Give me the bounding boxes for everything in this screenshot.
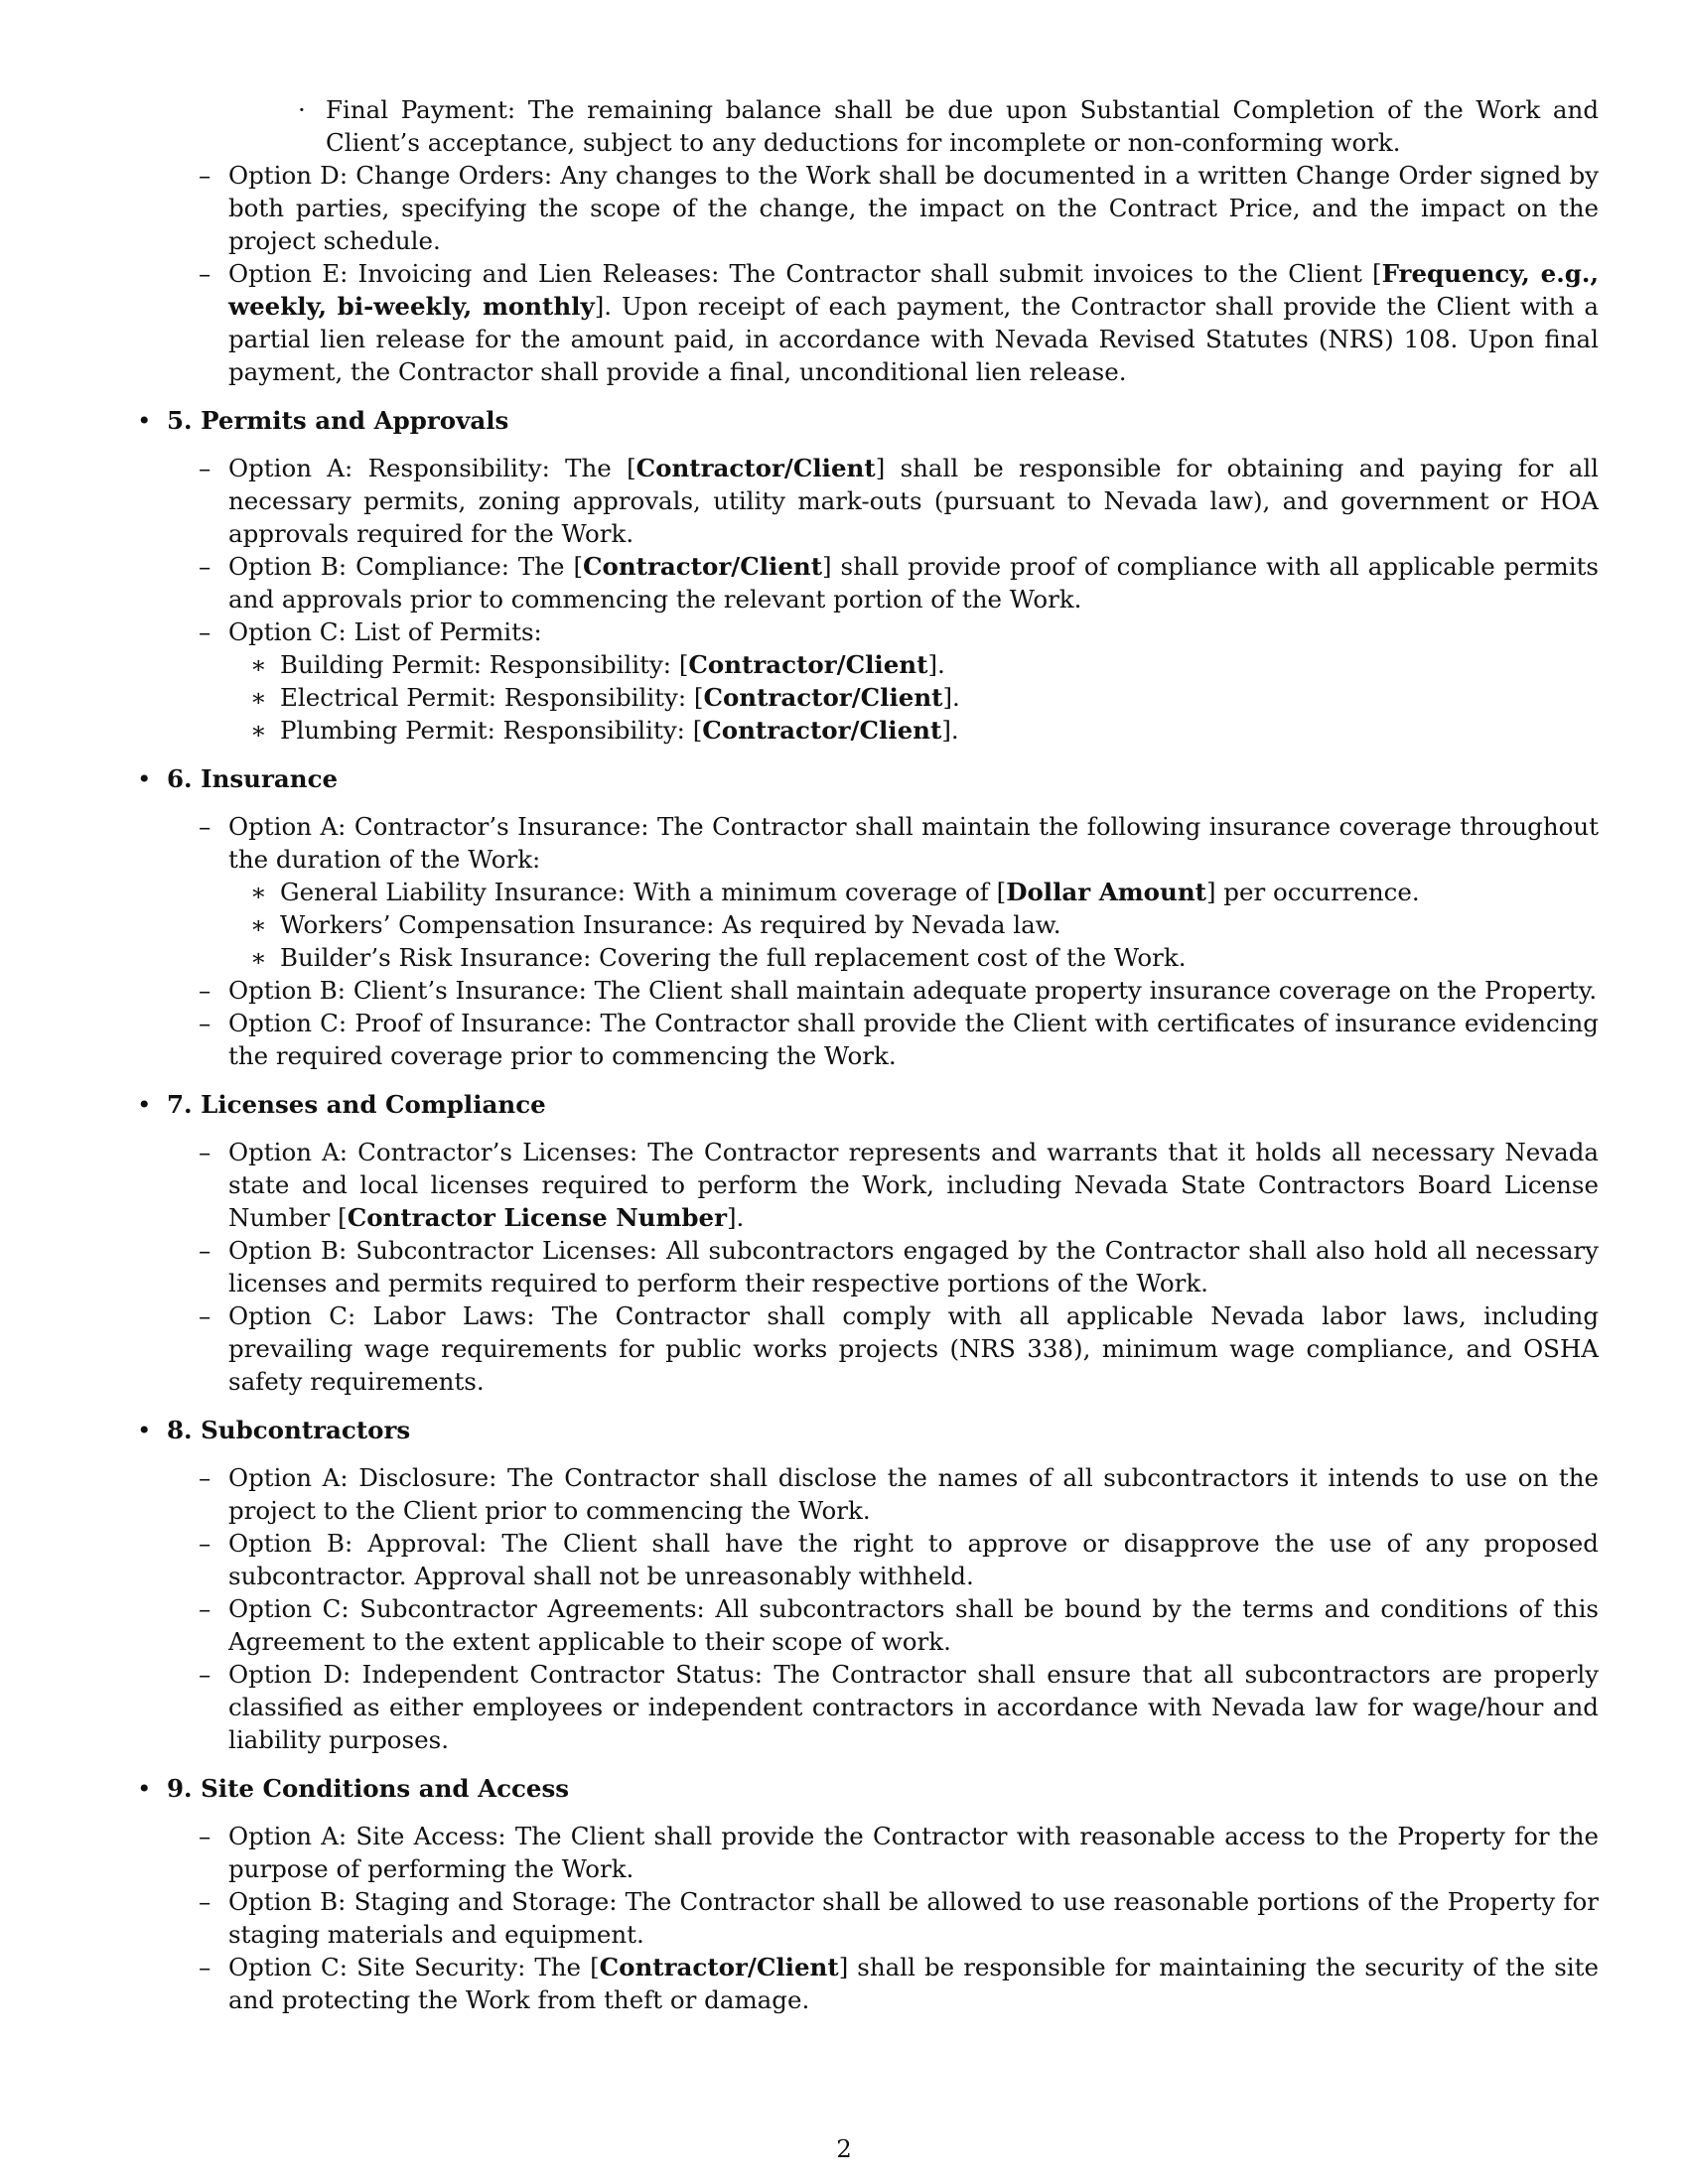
list-marker: · xyxy=(298,95,306,124)
item-text xyxy=(228,259,1599,386)
text-run: ]. Upon receipt of each payment, the Contractor shall provide the Client with a partial lien release for the amount paid, in accordance with Nevada Revised Statutes (NRS) 108. Upon final payment, the Contractor shall provide a final, unconditional lien release. xyxy=(228,292,1600,386)
text-run: Option B: Compliance: The [ xyxy=(228,552,584,581)
text-run: Builder’s Risk Insurance: Covering the full replacement cost of the Work. xyxy=(280,943,1187,972)
item-text xyxy=(326,95,1599,157)
section-options xyxy=(129,1136,1599,1398)
option-item xyxy=(129,1299,1599,1398)
item-text xyxy=(228,1463,1599,1525)
list-marker: – xyxy=(199,1463,211,1492)
item-text xyxy=(228,454,1599,548)
section-title: 6. Insurance xyxy=(167,764,339,793)
item-text xyxy=(228,1822,1599,1883)
list-marker: – xyxy=(199,1660,211,1689)
placeholder-text: Contractor/Client xyxy=(702,716,942,745)
list-marker: – xyxy=(199,161,211,190)
section-title: 5. Permits and Approvals xyxy=(167,406,509,435)
option-item xyxy=(129,1658,1599,1756)
section-options xyxy=(129,1820,1599,2016)
text-run: ] shall be responsible for obtaining and paying for all necessary permits, zoning approvals, utility mark-outs (pursuant to Nevada law), and government or HOA approvals required for the Work. xyxy=(228,454,1599,548)
option-item xyxy=(129,1820,1599,1885)
bullet-marker: • xyxy=(137,764,152,793)
list-marker: – xyxy=(199,1529,211,1558)
text-run: Option A: Contractor’s Insurance: The Contractor shall maintain the following insurance coverage throughout the duration of the Work: xyxy=(228,812,1599,874)
list-marker: ∗ xyxy=(250,878,267,906)
option-item xyxy=(129,1234,1599,1299)
bullet-marker: • xyxy=(137,1774,152,1803)
option-item xyxy=(129,257,1599,388)
item-text xyxy=(228,812,1599,874)
item-text xyxy=(228,552,1599,614)
option-item xyxy=(129,1136,1599,1234)
sub-option-item xyxy=(129,648,1599,681)
item-text xyxy=(228,1529,1599,1590)
bullet-marker: • xyxy=(137,1416,152,1444)
text-run: ]. xyxy=(941,716,959,745)
section-heading xyxy=(129,762,1599,795)
option-item xyxy=(129,1527,1599,1592)
item-text xyxy=(280,878,1420,906)
list-marker: ∗ xyxy=(250,716,267,745)
option-item xyxy=(129,1951,1599,2016)
text-run: ]. xyxy=(927,650,945,679)
item-text xyxy=(280,650,945,679)
sub-option-item xyxy=(129,876,1599,908)
text-run: Workers’ Compensation Insurance: As required by Nevada law. xyxy=(280,910,1061,939)
sub-option-item xyxy=(129,714,1599,747)
placeholder-text: Contractor/Client xyxy=(688,650,928,679)
item-text xyxy=(228,1236,1599,1297)
option-item xyxy=(129,1461,1599,1527)
list-marker: ∗ xyxy=(250,943,267,972)
sub-option-item xyxy=(129,941,1599,974)
option-item xyxy=(129,810,1599,876)
item-text xyxy=(280,910,1061,939)
section-options xyxy=(129,452,1599,747)
list-marker: ∗ xyxy=(250,683,267,712)
text-run: Option D: Independent Contractor Status: The Contractor shall ensure that all subcontractors are properly classified as either employees or independent contractors in accordance with Nevada law for wage/hour and liability purposes. xyxy=(228,1660,1599,1754)
list-marker: – xyxy=(199,1887,211,1916)
text-run: Option C: List of Permits: xyxy=(228,617,542,646)
list-marker: – xyxy=(199,259,211,288)
section-options xyxy=(129,810,1599,1072)
text-run: Final Payment: The remaining balance shall be due upon Substantial Completion of the Work and Client’s acceptance, subject to any deductions for incomplete or non-conforming work. xyxy=(326,95,1599,157)
text-run: Option B: Client’s Insurance: The Client shall maintain adequate property insurance coverage on the Property. xyxy=(228,976,1598,1005)
list-marker: – xyxy=(199,1009,211,1037)
text-run: ] shall provide proof of compliance with all applicable permits and approvals prior to commencing the relevant portion of the Work. xyxy=(228,552,1599,614)
text-run: Option C: Proof of Insurance: The Contractor shall provide the Client with certificates of insurance evidencing the required coverage prior to commencing the Work. xyxy=(228,1009,1599,1070)
item-text xyxy=(228,1953,1599,2014)
list-marker: – xyxy=(199,1822,211,1850)
page-number: 2 xyxy=(836,2134,852,2163)
sections-list xyxy=(129,404,1599,2016)
section-options xyxy=(129,1461,1599,1756)
section-heading xyxy=(129,1414,1599,1446)
text-run: Option A: Disclosure: The Contractor shall disclose the names of all subcontractors it intends to use on the project to the Client prior to commencing the Work. xyxy=(228,1463,1599,1525)
text-run: Option C: Subcontractor Agreements: All subcontractors shall be bound by the terms and conditions of this Agreement to the extent applicable to their scope of work. xyxy=(228,1594,1599,1656)
list-marker: – xyxy=(199,454,211,482)
item-text xyxy=(228,976,1597,1005)
text-run: Electrical Permit: Responsibility: [ xyxy=(280,683,704,712)
placeholder-text: Dollar Amount xyxy=(1006,878,1206,906)
item-text xyxy=(280,943,1187,972)
text-run: Option C: Labor Laws: The Contractor shall comply with all applicable Nevada labor laws, including prevailing wage requirements for public works projects (NRS 338), minimum wage compliance, and OSHA safety requirements. xyxy=(228,1301,1599,1396)
text-run: General Liability Insurance: With a minimum coverage of [ xyxy=(280,878,1007,906)
item-text xyxy=(228,161,1599,255)
text-run: Option D: Change Orders: Any changes to the Work shall be documented in a written Change Order signed by both parties, specifying the scope of the change, the impact on the Contract Price, and the impact on the project schedule. xyxy=(228,161,1599,255)
list-marker: ∗ xyxy=(250,910,267,939)
item-text xyxy=(228,1301,1599,1396)
sub-option-item xyxy=(129,908,1599,941)
text-run: ] per occurrence. xyxy=(1205,878,1420,906)
item-text xyxy=(228,1660,1599,1754)
text-run: Option B: Staging and Storage: The Contractor shall be allowed to use reasonable portions of the Property for staging materials and equipment. xyxy=(228,1887,1599,1949)
text-run: ]. xyxy=(727,1203,745,1232)
item-text xyxy=(228,617,542,646)
list-marker: – xyxy=(199,976,211,1005)
option-item xyxy=(129,1007,1599,1072)
section-title: 7. Licenses and Compliance xyxy=(167,1090,546,1119)
option-item xyxy=(129,1592,1599,1658)
item-text xyxy=(228,1594,1599,1656)
section-title: 9. Site Conditions and Access xyxy=(167,1774,570,1803)
placeholder-text: Frequency, e.g., weekly, bi-weekly, monthly xyxy=(228,259,1599,321)
placeholder-text: Contractor/Client xyxy=(583,552,823,581)
text-run: Option A: Site Access: The Client shall provide the Contractor with reasonable access to the Property for the purpose of performing the Work. xyxy=(228,1822,1599,1883)
option-item xyxy=(129,974,1599,1007)
placeholder-text: Contractor/Client xyxy=(599,1953,839,1981)
option-item xyxy=(129,550,1599,615)
bullet-marker: • xyxy=(137,1090,152,1119)
text-run: Option C: Site Security: The [ xyxy=(228,1953,600,1981)
text-run: Building Permit: Responsibility: [ xyxy=(280,650,689,679)
list-marker: – xyxy=(199,1236,211,1265)
text-run: Option B: Approval: The Client shall have the right to approve or disapprove the use of any proposed subcontractor. Approval shall not be unreasonably withheld. xyxy=(228,1529,1599,1590)
text-run: Option A: Contractor’s Licenses: The Contractor represents and warrants that it holds all necessary Nevada state and local licenses required to perform the Work, including Nevada State Contractors Board License Number [ xyxy=(228,1138,1599,1232)
text-run: ] shall be responsible for maintaining the security of the site and protecting the Work from theft or damage. xyxy=(228,1953,1599,2014)
list-marker: – xyxy=(199,1138,211,1166)
item-text xyxy=(280,683,960,712)
list-marker: – xyxy=(199,812,211,841)
document-body xyxy=(129,93,1599,2016)
placeholder-text: Contractor/Client xyxy=(703,683,943,712)
list-marker: – xyxy=(199,1594,211,1623)
section-heading xyxy=(129,1772,1599,1805)
text-run: Option A: Responsibility: The [ xyxy=(228,454,636,482)
text-run: Option E: Invoicing and Lien Releases: The Contractor shall submit invoices to the Client [ xyxy=(228,259,1382,288)
item-text xyxy=(280,716,959,745)
text-run: Option B: Subcontractor Licenses: All subcontractors engaged by the Contractor shall also hold all necessary licenses and permits required to perform their respective portions of the Work. xyxy=(228,1236,1599,1297)
section-title: 8. Subcontractors xyxy=(167,1416,411,1444)
sub-option-item xyxy=(129,681,1599,714)
option-item xyxy=(129,615,1599,648)
option-item xyxy=(129,1885,1599,1951)
list-marker: – xyxy=(199,552,211,581)
payment-options-list xyxy=(129,159,1599,388)
final-payment-item xyxy=(129,93,1599,159)
list-marker: – xyxy=(199,1953,211,1981)
option-item xyxy=(129,452,1599,550)
item-text xyxy=(228,1887,1599,1949)
section-heading xyxy=(129,1088,1599,1121)
list-marker: – xyxy=(199,617,211,646)
item-text xyxy=(228,1138,1599,1232)
list-marker: – xyxy=(199,1301,211,1330)
text-run: Plumbing Permit: Responsibility: [ xyxy=(280,716,703,745)
item-text xyxy=(228,1009,1599,1070)
text-run: ]. xyxy=(942,683,960,712)
bullet-marker: • xyxy=(137,406,152,435)
placeholder-text: Contractor License Number xyxy=(347,1203,727,1232)
option-item xyxy=(129,159,1599,257)
list-marker: ∗ xyxy=(250,650,267,679)
section-heading xyxy=(129,404,1599,437)
placeholder-text: Contractor/Client xyxy=(635,454,876,482)
